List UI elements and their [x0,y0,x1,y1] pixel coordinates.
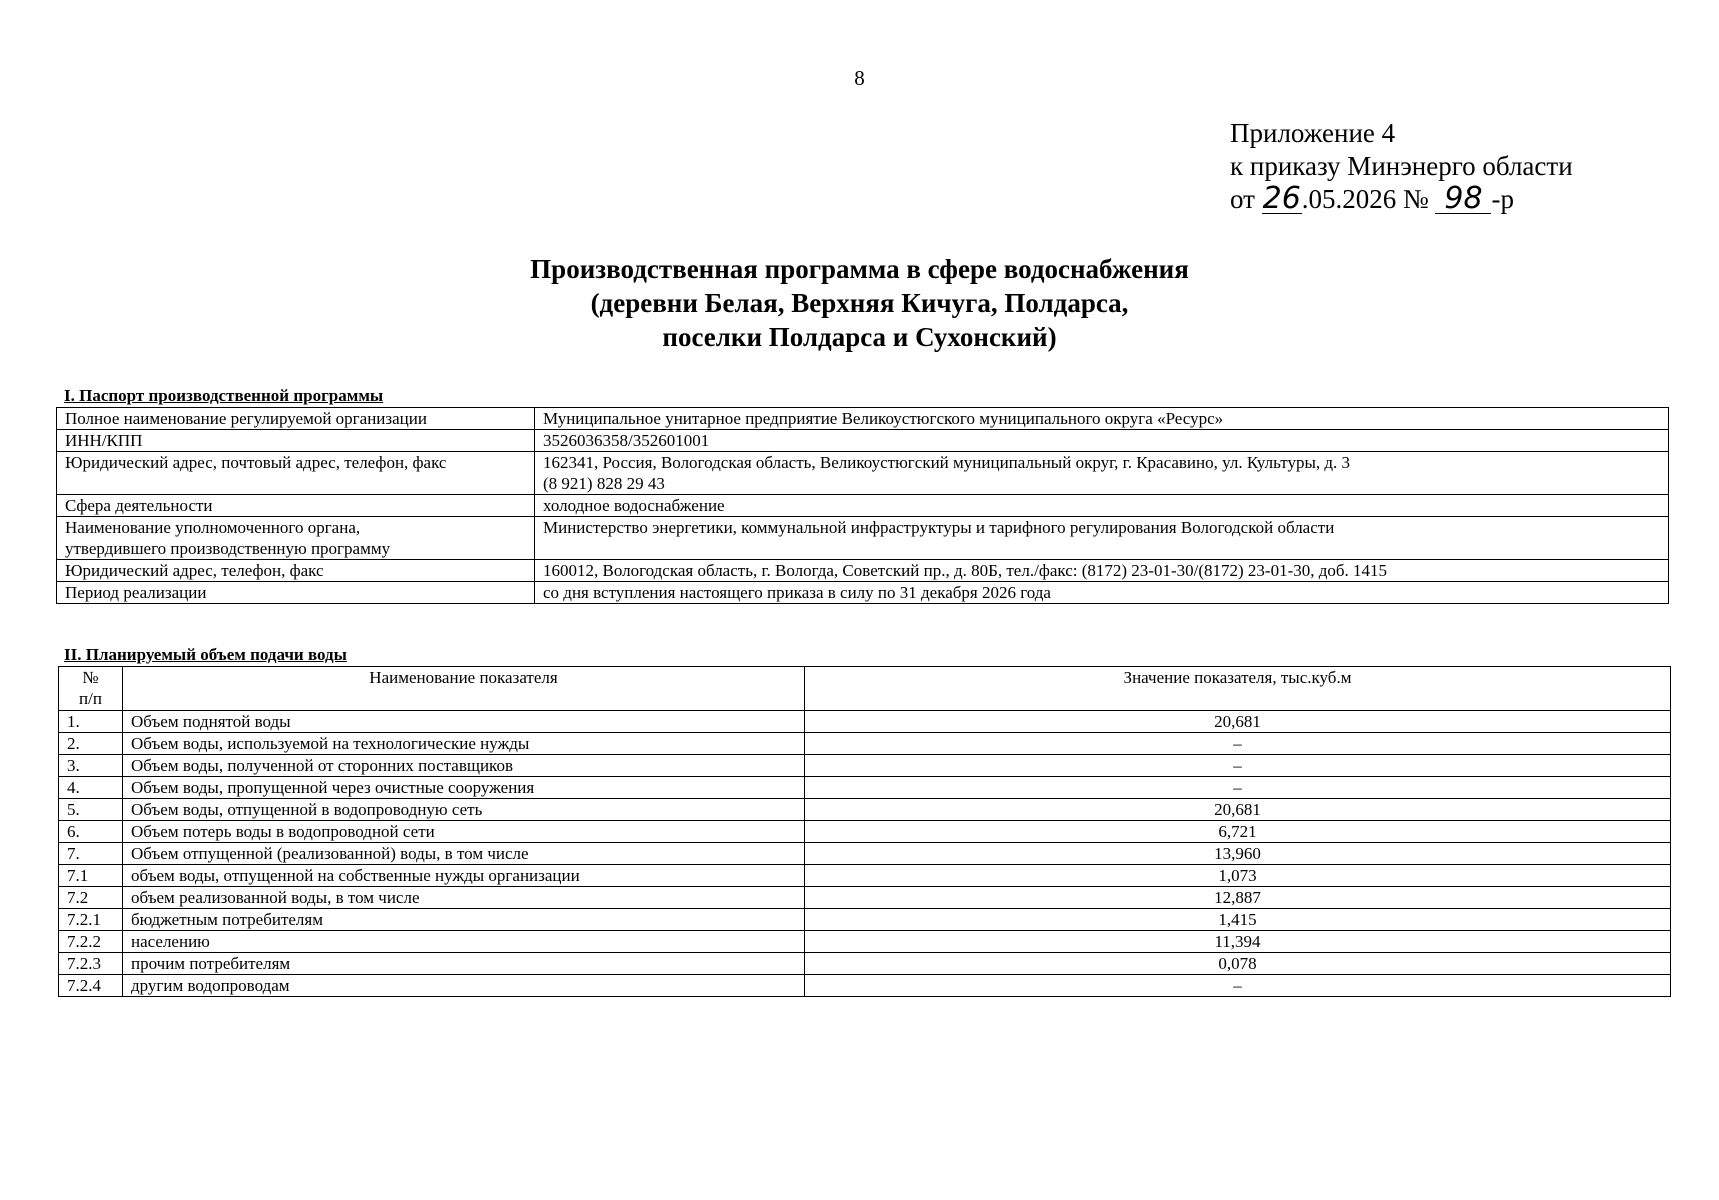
passport-label-line-1: Наименование уполномоченного органа, [65,518,361,537]
table-row [57,517,1669,560]
table-row [57,452,1669,495]
date-rest: .05.2026 № [1301,184,1429,214]
passport-label: Юридический адрес, почтовый адрес, телефон, факс [57,452,535,495]
date-prefix: от [1230,184,1255,214]
table-row [59,799,1671,821]
passport-label: Период реализации [57,582,535,604]
page-number: 8 [854,66,865,90]
row-value: 20,681 [805,711,1671,733]
table-row [59,953,1671,975]
table-header-row [59,667,1671,711]
table-row [59,711,1671,733]
header-name: Наименование показателя [123,667,805,711]
appendix-date-line [1230,183,1573,216]
section1-title: I. Паспорт производственной программы [64,386,384,405]
passport-table [56,407,1669,604]
row-num: 7.2 [59,887,123,909]
row-num: 7.2.2 [59,931,123,953]
row-value: – [805,755,1671,777]
header-value: Значение показателя, тыс.куб.м [805,667,1671,711]
table-row [59,887,1671,909]
table-row [59,931,1671,953]
row-name: объем воды, отпущенной на собственные нужды организации [123,865,805,887]
row-name: прочим потребителям [123,953,805,975]
row-num: 3. [59,755,123,777]
title-line-3: поселки Полдарса и Сухонский) [662,322,1057,352]
row-value: 1,073 [805,865,1671,887]
row-name: Объем отпущенной (реализованной) воды, в том числе [123,843,805,865]
table-row [57,582,1669,604]
title-line-2: (деревни Белая, Верхняя Кичуга, Полдарса, [590,288,1129,318]
handwritten-order-number: 98 [1435,185,1491,214]
row-name: бюджетным потребителям [123,909,805,931]
table-row [59,733,1671,755]
passport-value: Министерство энергетики, коммунальной инфраструктуры и тарифного регулирования Вологодской области [535,517,1669,560]
passport-value-line-1: 162341, Россия, Вологодская область, Великоустюгский муниципальный округ, г. Красавино, ул. Культуры, д. 3 [543,453,1351,472]
table-row [59,843,1671,865]
table-row [59,777,1671,799]
appendix-line-2: к приказу Минэнерго области [1230,151,1573,181]
row-name: Объем воды, пропущенной через очистные сооружения [123,777,805,799]
row-name: Объем воды, отпущенной в водопроводную сеть [123,799,805,821]
row-value: 6,721 [805,821,1671,843]
row-num: 7.1 [59,865,123,887]
row-value: 0,078 [805,953,1671,975]
row-value: – [805,777,1671,799]
table-row [57,430,1669,452]
table-row [57,408,1669,430]
row-num: 4. [59,777,123,799]
row-name: другим водопроводам [123,975,805,997]
passport-label: Юридический адрес, телефон, факс [57,560,535,582]
title-line-1: Производственная программа в сфере водоснабжения [530,254,1189,284]
table-row [57,560,1669,582]
row-num: 1. [59,711,123,733]
handwritten-day: 26 [1262,181,1301,216]
header-num [59,667,123,711]
row-name: населению [123,931,805,953]
row-value: 20,681 [805,799,1671,821]
row-num: 2. [59,733,123,755]
passport-label [57,517,535,560]
passport-label-line-2: утвердившего производственную программу [65,539,391,558]
passport-label: Сфера деятельности [57,495,535,517]
row-num: 6. [59,821,123,843]
passport-value: холодное водоснабжение [535,495,1669,517]
row-value: 1,415 [805,909,1671,931]
row-num: 5. [59,799,123,821]
row-name: Объем воды, полученной от сторонних поставщиков [123,755,805,777]
water-volume-table [58,666,1671,997]
document-title [0,252,1719,354]
row-num: 7.2.1 [59,909,123,931]
order-suffix: -р [1491,184,1514,214]
table-row [59,975,1671,997]
section2-title: II. Планируемый объем подачи воды [64,645,347,664]
row-value: – [805,975,1671,997]
passport-value: 160012, Вологодская область, г. Вологда, Советский пр., д. 80Б, тел./факс: (8172) 23-01-30/(8172) 23-01-30, доб. 1415 [535,560,1669,582]
passport-value: Муниципальное унитарное предприятие Великоустюгского муниципального округа «Ресурс» [535,408,1669,430]
passport-label: ИНН/КПП [57,430,535,452]
header-num-line-2: п/п [79,689,102,708]
table-row [59,909,1671,931]
passport-value: со дня вступления настоящего приказа в силу по 31 декабря 2026 года [535,582,1669,604]
appendix-line-1: Приложение 4 [1230,118,1396,148]
row-name: объем реализованной воды, в том числе [123,887,805,909]
row-name: Объем поднятой воды [123,711,805,733]
table-row [59,865,1671,887]
row-name: Объем воды, используемой на технологические нужды [123,733,805,755]
row-value: – [805,733,1671,755]
table-row [59,755,1671,777]
row-num: 7. [59,843,123,865]
row-value: 12,887 [805,887,1671,909]
row-value: 11,394 [805,931,1671,953]
table-row [57,495,1669,517]
row-value: 13,960 [805,843,1671,865]
row-num: 7.2.3 [59,953,123,975]
passport-label: Полное наименование регулируемой организации [57,408,535,430]
row-num: 7.2.4 [59,975,123,997]
passport-value: 3526036358/352601001 [535,430,1669,452]
row-name: Объем потерь воды в водопроводной сети [123,821,805,843]
table-row [59,821,1671,843]
appendix-header [1230,117,1573,216]
header-num-line-1: № [82,668,99,687]
passport-value [535,452,1669,495]
passport-value-line-2: (8 921) 828 29 43 [543,474,665,493]
